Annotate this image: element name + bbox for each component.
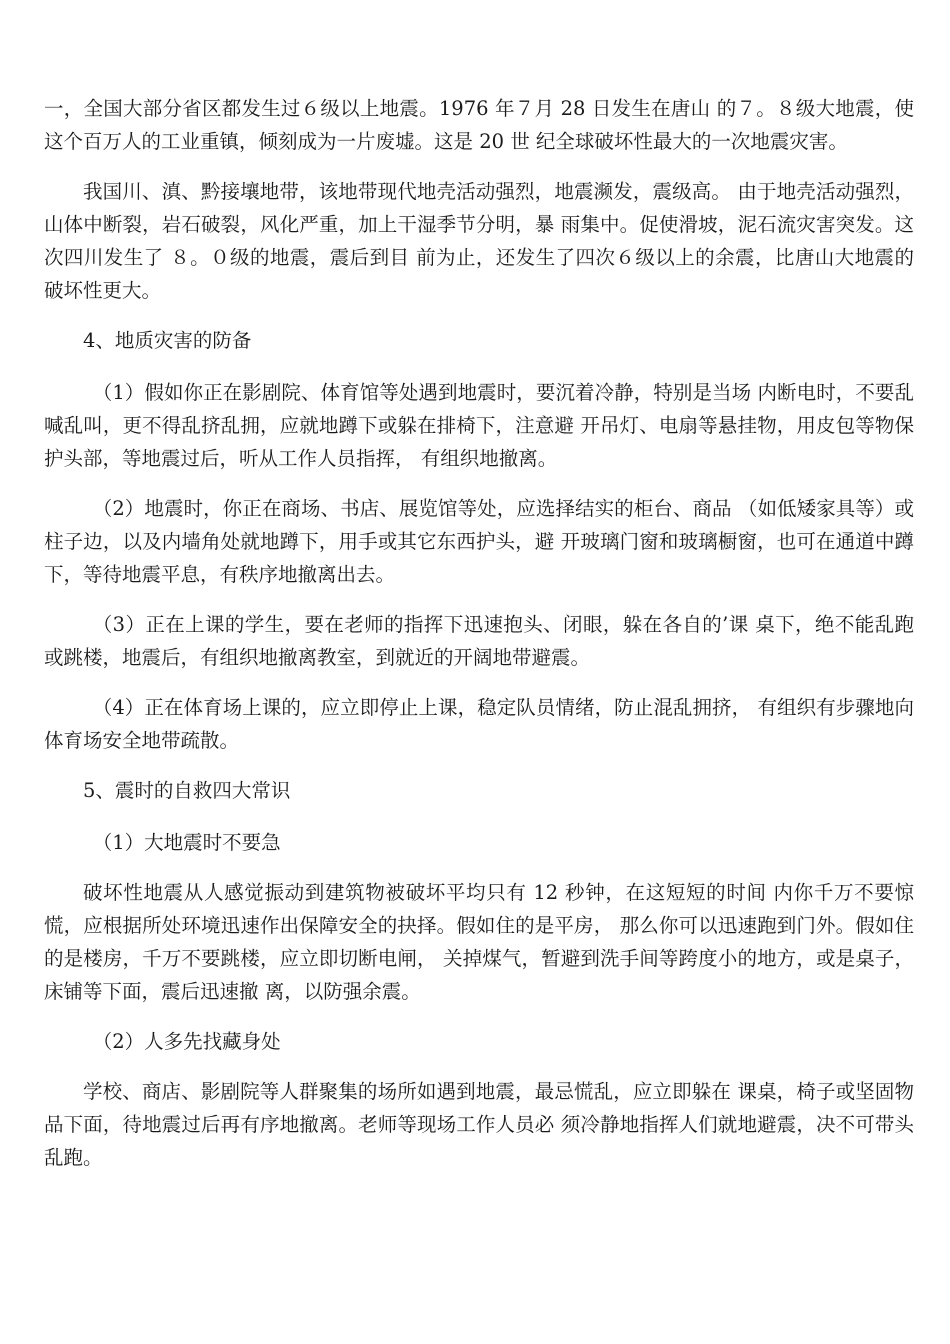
paragraph-classroom: （3）正在上课的学生，要在老师的指挥下迅速抱头、闭眼，躲在各自的’课 桌下，绝不能乱跑或跳楼，地震后，有组织地撤离教室，到就近的开阔地带避震。 [44, 613, 914, 669]
document-body [44, 92, 914, 1191]
paragraph-sports-field: （4）正在体育场上课的，应立即停止上课，稳定队员情绪，防止混乱拥挤， 有组织有步骤地向体育场安全地带疏散。 [44, 696, 914, 752]
paragraph-regional-geology: 我国川、滇、黔接壤地带，该地带现代地壳活动强烈，地震濒发，震级高。 由于地壳活动强烈，山体中断裂，岩石破裂，风化严重，加上干湿季节分明，暴 雨集中。促使滑坡，泥石流灾害突发。这次四川发生了 ８。０级的地震，震后到目 前为止，还发生了四次６级以上的余震，比唐山大地震的破坏性更大。 [44, 180, 914, 302]
subheading-dont-panic: （1）大地震时不要急 [92, 831, 281, 854]
subheading-find-shelter: （2）人多先找藏身处 [92, 1030, 281, 1053]
section-heading-self-rescue: 5、震时的自救四大常识 [83, 779, 291, 802]
section-heading-disaster-prep: 4、地质灾害的防备 [83, 329, 252, 352]
paragraph-dont-panic: 破坏性地震从人感觉振动到建筑物被破坏平均只有 12 秒钟，在这短短的时间 内你千万不要惊慌，应根据所处环境迅速作出保障安全的抉择。假如住的是平房， 那么你可以迅速跑到门外。假如住的是楼房，千万不要跳楼，应立即切断电闸， 关掉煤气，暂避到洗手间等跨度小的地方，或是桌子，床铺等下面，震后迅速撤 离，以防强余震。 [44, 881, 914, 1003]
paragraph-theater-gym: （1）假如你正在影剧院、体育馆等处遇到地震时，要沉着冷静，特别是当场 内断电时，不要乱喊乱叫，更不得乱挤乱拥，应就地蹲下或躲在排椅下，注意避 开吊灯、电扇等悬挂物，用皮包等物保护头部，等地震过后，听从工作人员指挥， 有组织地撤离。 [44, 381, 914, 470]
paragraph-find-shelter: 学校、商店、影剧院等人群聚集的场所如遇到地震，最忌慌乱，应立即躲在 课桌，椅子或坚固物品下面，待地震过后再有序地撤离。老师等现场工作人员必 须冷静地指挥人们就地避震，决不可带头乱跑。 [44, 1080, 914, 1169]
paragraph-mall-bookstore: （2）地震时，你正在商场、书店、展览馆等处，应选择结实的柜台、商品 （如低矮家具等）或柱子边，以及内墙角处就地蹲下，用手或其它东西护头，避 开玻璃门窗和玻璃橱窗，也可在通道中蹲下，等待地震平息，有秩序地撤离出去。 [44, 497, 914, 586]
paragraph-intro: 一，全国大部分省区都发生过６级以上地震。1976 年７月 28 日发生在唐山 的７。８级大地震，使这个百万人的工业重镇，倾刻成为一片废墟。这是 20 世 纪全球破坏性最大的一次地震灾害。 [44, 97, 914, 153]
